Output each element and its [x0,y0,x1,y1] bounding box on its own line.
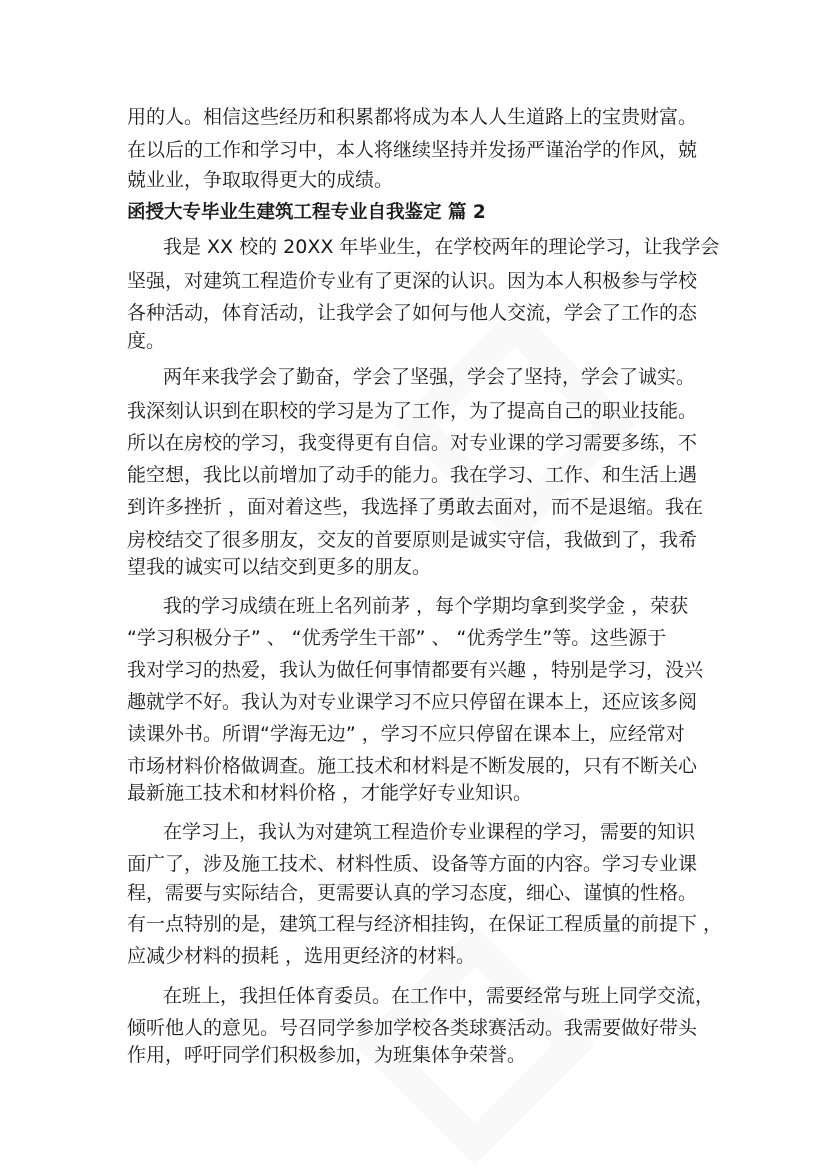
text-line: 坚强，对建筑工程造价专业有了更深的认识。因为本人积极参与学校 [127,270,698,292]
text-line: 我的学习成绩在班上名列前茅 ，每个学期均拿到奖学金 ，荣获 [163,595,689,617]
text-line: 在以后的工作和学习中，本人将继续坚持并发扬严谨治学的作风，兢 [127,139,698,161]
text-line: 趣就学不好。我认为对专业课学习不应只停留在课本上，还应该多阅 [127,691,698,713]
text-line: 面广了，涉及施工技术、材料性质、设备等方面的内容。学习专业课 [127,853,698,875]
text-line: 我是 XX 校的 20XX 年毕业生，在学校两年的理论学习，让我学会 [163,236,720,258]
text-line: 应减少材料的损耗 ，选用更经济的材料。 [127,945,476,967]
text-line: 最新施工技术和材料价格 ，才能学好专业知识。 [127,782,533,804]
text-line: 我对学习的热爱，我认为做任何事情都要有兴趣 ，特别是学习，没兴 [127,659,704,681]
text-line: 程，需要与实际结合，更需要认真的学习态度，细心、谨慎的性格。 [127,882,698,904]
text-line: 到许多挫折 ，面对着这些，我选择了勇敢去面对，而不是退缩。我在 [127,496,704,518]
text-line: 倾听他人的意见。号召同学参加学校各类球赛活动。我需要做好带头 [127,1017,698,1039]
text-line: 我深刻认识到在职校的学习是为了工作，为了提高自己的职业技能。 [127,400,698,422]
text-line: 在班上，我担任体育委员。在工作中，需要经常与班上同学交流， [163,985,715,1007]
text-line: 房校结交了很多朋友，交友的首要原则是诚实守信，我做到了，我希 [127,529,698,551]
section-heading: 函授大专毕业生建筑工程专业自我鉴定 篇 2 [127,202,486,223]
text-line: 所以在房校的学习，我变得更有自信。对专业课的学习需要多练，不 [127,432,698,454]
text-line: 用的人。相信这些经历和积累都将成为本人人生道路上的宝贵财富。 [127,106,698,128]
text-line: 有一点特别的是，建筑工程与经济相挂钩，在保证工程质量的前提下 ， [127,913,723,935]
text-line: 望我的诚实可以结交到更多的朋友。 [127,556,432,578]
text-line: 作用，呼吁同学们积极参加，为班集体争荣誉。 [127,1044,527,1066]
text-line: 能空想，我比以前增加了动手的能力。我在学习、工作、和生活上遇 [127,464,698,486]
text-line: 度。 [127,330,166,352]
text-line: 两年来我学会了勤奋，学会了坚强，学会了坚持，学会了诚实。 [163,366,696,388]
text-line: “学习积极分子” 、 “优秀学生干部” 、 “优秀学生”等。这些源于 [127,627,667,649]
text-line: 各种活动，体育活动，让我学会了如何与他人交流，学会了工作的态 [127,302,698,324]
text-line: 在学习上，我认为对建筑工程造价专业课程的学习，需要的知识 [163,821,696,843]
text-line: 读课外书。所谓“学海无边” ，学习不应只停留在课本上，应经常对 [127,723,685,745]
text-line: 市场材料价格做调查。施工技术和材料是不断发展的，只有不断关心 [127,755,698,777]
text-line: 兢业业，争取取得更大的成绩。 [127,169,394,191]
